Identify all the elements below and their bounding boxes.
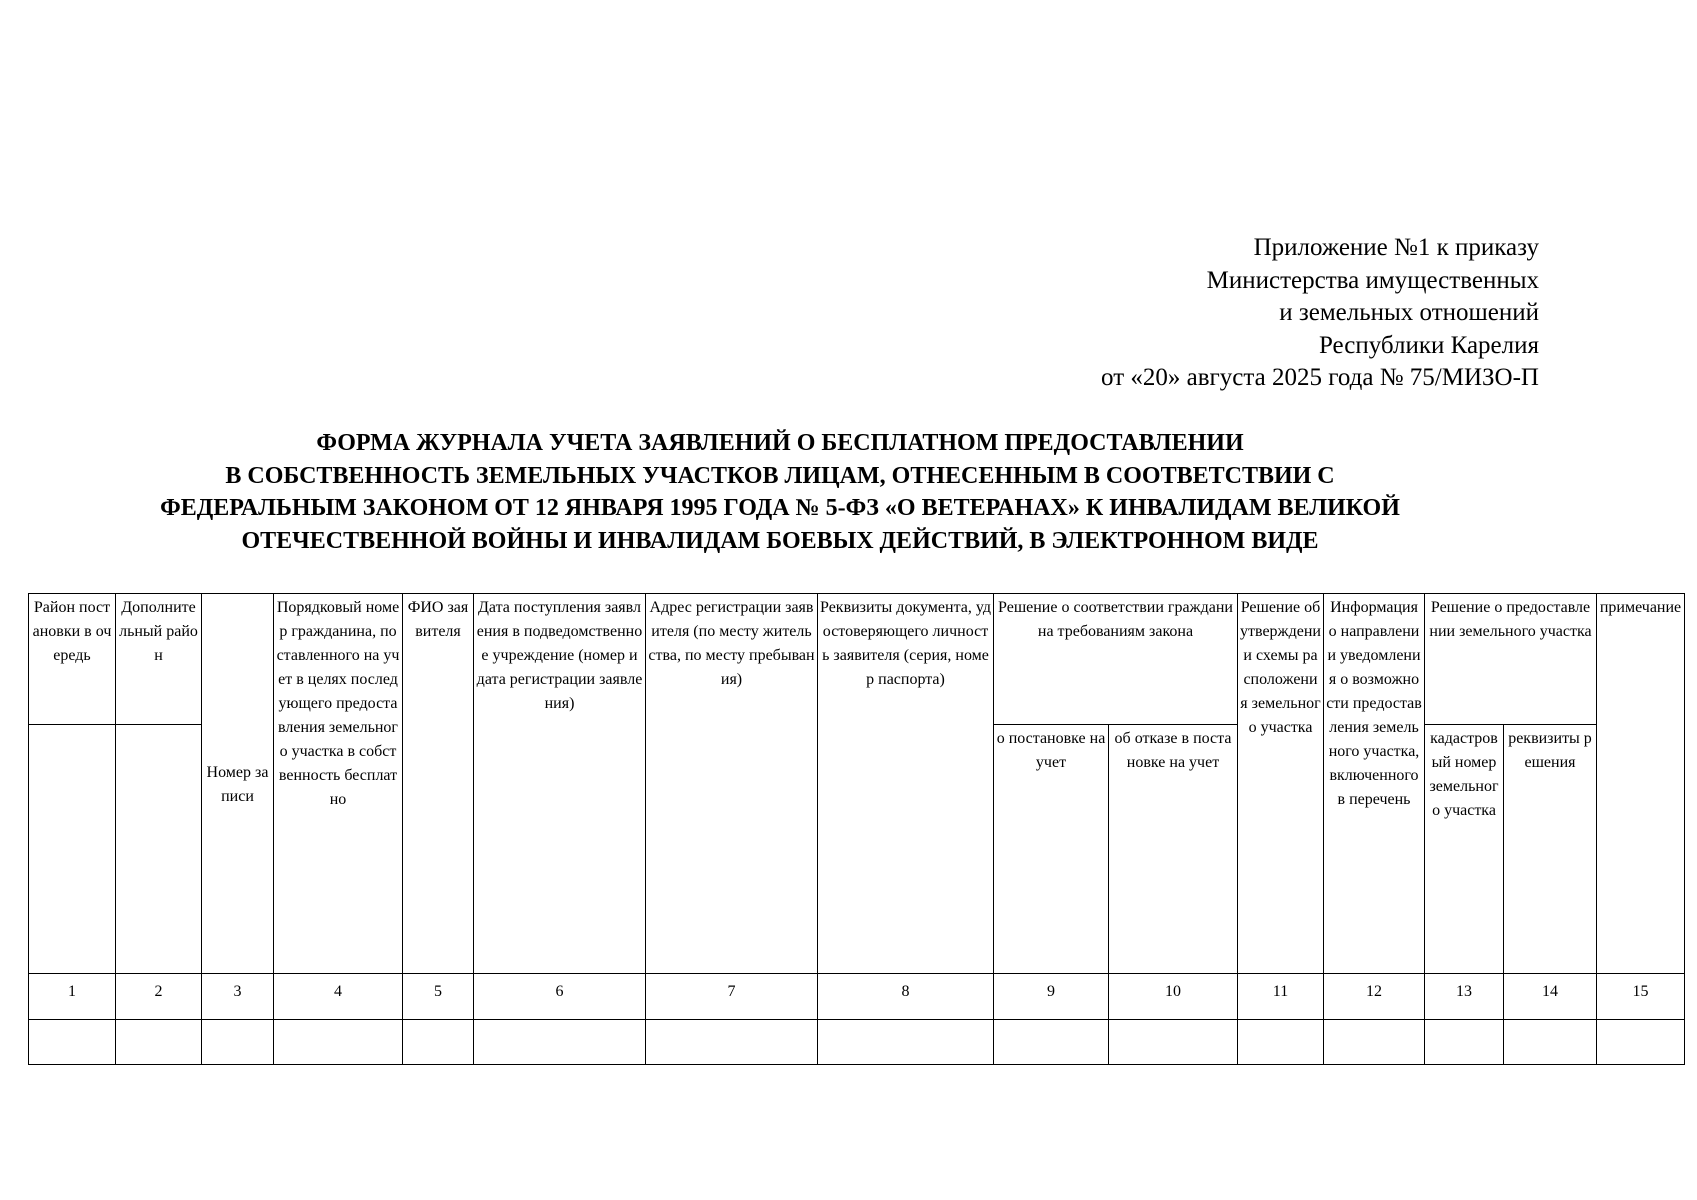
table-cell (403, 1020, 474, 1065)
header-additional-district: Дополнительный район (116, 594, 202, 725)
header-registration: о постановке на учет (994, 725, 1109, 974)
column-number: 13 (1425, 974, 1504, 1020)
table-cell (202, 1020, 274, 1065)
column-number: 3 (202, 974, 274, 1020)
table-cell (1504, 1020, 1597, 1065)
header-notification-info: Информация о направлении уведомления о возможности предоставления земельного участка, включенного в перечень (1324, 594, 1425, 974)
appendix-line: Приложение №1 к приказу (1253, 234, 1539, 261)
table-cell (474, 1020, 646, 1065)
header-note: примечание (1597, 594, 1685, 974)
header-additional-district-empty (116, 725, 202, 974)
column-number: 2 (116, 974, 202, 1020)
column-number: 1 (29, 974, 116, 1020)
appendix-block (1101, 232, 1539, 395)
column-number: 15 (1597, 974, 1685, 1020)
header-record-number: Номер записи (202, 594, 274, 974)
appendix-line: от «20» августа 2025 года № 75/МИЗО-П (1101, 364, 1539, 391)
column-number: 12 (1324, 974, 1425, 1020)
header-applicant-name: ФИО заявителя (403, 594, 474, 974)
header-registration-refusal: об отказе в постановке на учет (1109, 725, 1238, 974)
column-number: 11 (1238, 974, 1324, 1020)
column-number: 10 (1109, 974, 1238, 1020)
appendix-line: и земельных отношений (1279, 299, 1539, 326)
table-cell (1425, 1020, 1504, 1065)
document-title (30, 427, 1530, 557)
table-cell (1324, 1020, 1425, 1065)
header-scheme-approval: Решение об утверждении схемы расположения земельного участка (1238, 594, 1324, 974)
table-row (29, 1020, 1685, 1065)
table-cell (994, 1020, 1109, 1065)
header-cadastral-number: кадастровый номер земельного участка (1425, 725, 1504, 974)
header-district-empty (29, 725, 116, 974)
table-cell (1597, 1020, 1685, 1065)
title-line: В СОБСТВЕННОСТЬ ЗЕМЕЛЬНЫХ УЧАСТКОВ ЛИЦАМ, ОТНЕСЕННЫМ В СООТВЕТСТВИИ С (225, 462, 1335, 489)
header-identity-document: Реквизиты документа, удостоверяющего личность заявителя (серия, номер паспорта) (818, 594, 994, 974)
appendix-line: Министерства имущественных (1206, 266, 1539, 294)
table-cell (818, 1020, 994, 1065)
header-row-top (29, 594, 1685, 725)
column-number: 9 (994, 974, 1109, 1020)
column-number: 5 (403, 974, 474, 1020)
table-cell (1238, 1020, 1324, 1065)
column-number: 6 (474, 974, 646, 1020)
table-cell (646, 1020, 818, 1065)
header-decision-details: реквизиты решения (1504, 725, 1597, 974)
header-compliance-decision: Решение о соответствии гражданина требованиям закона (994, 594, 1238, 725)
table-cell (274, 1020, 403, 1065)
column-numbers-row (29, 974, 1685, 1020)
title-line: ОТЕЧЕСТВЕННОЙ ВОЙНЫ И ИНВАЛИДАМ БОЕВЫХ ДЕЙСТВИЙ, В ЭЛЕКТРОННОМ ВИДЕ (241, 527, 1319, 554)
header-receipt-date: Дата поступления заявления в подведомственное учреждение (номер и дата регистрации заявления) (474, 594, 646, 974)
header-ordinal-number: Порядковый номер гражданина, поставленного на учет в целях последующего предоставления земельного участка в собственность бесплатно (274, 594, 403, 974)
table-cell (29, 1020, 116, 1065)
journal-table (28, 593, 1685, 1065)
title-line: ФЕДЕРАЛЬНЫМ ЗАКОНОМ ОТ 12 ЯНВАРЯ 1995 ГОДА № 5-ФЗ «О ВЕТЕРАНАХ» К ИНВАЛИДАМ ВЕЛИКОЙ (160, 495, 1400, 521)
header-registration-address: Адрес регистрации заявителя (по месту жительства, по месту пребывания) (646, 594, 818, 974)
column-number: 4 (274, 974, 403, 1020)
appendix-line: Республики Карелия (1318, 331, 1539, 359)
header-district: Район постановки в очередь (29, 594, 116, 725)
column-number: 14 (1504, 974, 1597, 1020)
column-number: 8 (818, 974, 994, 1020)
table-cell (1109, 1020, 1238, 1065)
title-line: ФОРМА ЖУРНАЛА УЧЕТА ЗАЯВЛЕНИЙ О БЕСПЛАТНОМ ПРЕДОСТАВЛЕНИИ (316, 430, 1244, 456)
column-number: 7 (646, 974, 818, 1020)
table-cell (116, 1020, 202, 1065)
header-provision-decision: Решение о предоставлении земельного участка (1425, 594, 1597, 725)
